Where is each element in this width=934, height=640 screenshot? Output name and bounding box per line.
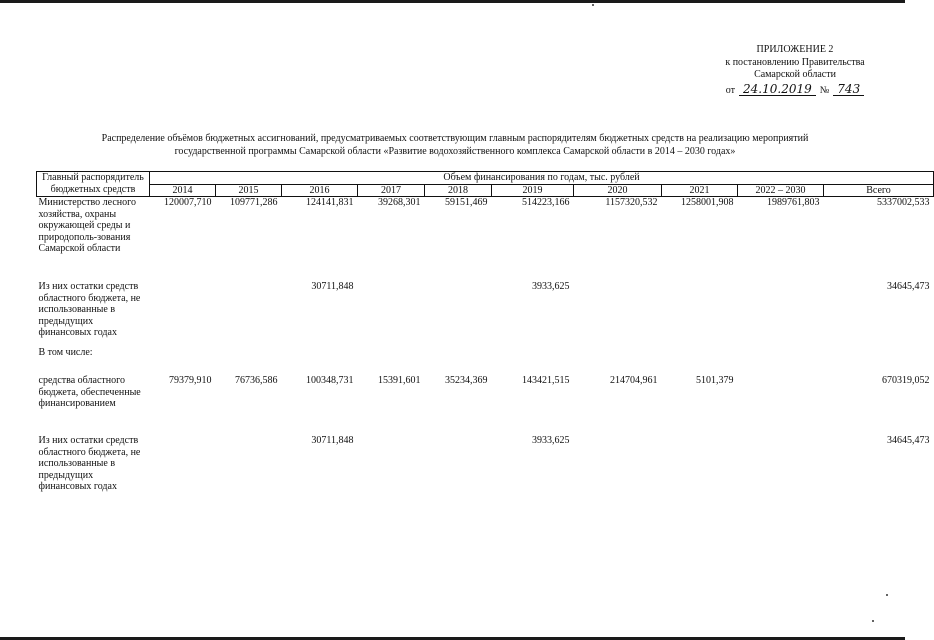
table-cell: 34645,473: [887, 281, 930, 292]
table-cell: 1989761,803: [767, 197, 820, 208]
table-row: [37, 375, 934, 435]
table-cell: [358, 281, 425, 347]
table-cell: 3933,625: [532, 435, 570, 446]
table-cell: 1258001,908: [681, 197, 734, 208]
row-label: Из них остатки средств областного бюджета, не использованные в предыдущих финансовых годах: [38, 435, 141, 492]
table-row: [37, 281, 934, 347]
appendix-line-2: Самарской области: [754, 69, 836, 80]
table-cell: [574, 281, 662, 347]
table-cell: 1157320,532: [605, 197, 658, 208]
handwritten-number: 743: [833, 83, 864, 96]
header-year: 2020: [574, 184, 662, 197]
table-cell: 670319,052: [882, 375, 930, 386]
table-cell: 120007,710: [164, 197, 212, 208]
table-cell: [216, 435, 282, 511]
table-cell: 109771,286: [230, 197, 278, 208]
header-year: 2018: [425, 184, 492, 197]
header-year: 2021: [662, 184, 738, 197]
header-year: 2022 – 2030: [738, 184, 824, 197]
appendix-title: ПРИЛОЖЕНИЕ 2: [756, 44, 834, 55]
document-title-line-2: государственной программы Самарской области «Развитие водохозяйственного комплекса Самарской области в 2014 – 2030 годах»: [174, 145, 736, 157]
financing-table: [36, 171, 934, 511]
scan-speck: [886, 594, 888, 596]
appendix-block: [690, 44, 900, 97]
table-cell: 15391,601: [378, 375, 421, 386]
table-cell: [216, 281, 282, 347]
table-cell: [738, 281, 824, 347]
header-financing: Объем финансирования по годам, тыс. рублей: [150, 172, 934, 185]
table-cell: 143421,515: [522, 375, 570, 386]
table-cell: 59151,469: [445, 197, 488, 208]
header-total: Всего: [824, 184, 934, 197]
scan-speck: [592, 4, 594, 6]
table-cell: [150, 435, 216, 511]
document-title-line-1: Распределение объёмов бюджетных ассигнований, предусматриваемых соответствующим главным распорядителям бюджетных средств на реализацию мероприятий: [101, 133, 809, 144]
table-cell: [358, 435, 425, 511]
table-cell: 39268,301: [378, 197, 421, 208]
header-year: 2014: [150, 184, 216, 197]
table-cell: [425, 281, 492, 347]
row-label: средства областного бюджета, обеспеченные финансированием: [38, 375, 141, 409]
table-cell: 214704,961: [610, 375, 658, 386]
table-cell: 34645,473: [887, 435, 930, 446]
table-cell: [150, 281, 216, 347]
table-cell: 514223,166: [522, 197, 570, 208]
table-cell: 30711,848: [311, 281, 354, 292]
row-label-including: В том числе:: [38, 347, 93, 358]
header-year: 2016: [282, 184, 358, 197]
table-cell: 100348,731: [306, 375, 354, 386]
table-cell: 76736,586: [235, 375, 278, 386]
table-row: [37, 197, 934, 282]
table-cell: [738, 375, 824, 435]
table-cell: 3933,625: [532, 281, 570, 292]
row-label: Из них остатки средств областного бюджета, не использованные в предыдущих финансовых годах: [38, 281, 141, 338]
table-cell: 5101,379: [696, 375, 734, 386]
handwritten-date: 24.10.2019: [739, 83, 816, 96]
table-cell: 79379,910: [169, 375, 212, 386]
table-cell: [662, 281, 738, 347]
header-year: 2017: [358, 184, 425, 197]
table-cell: 124141,831: [306, 197, 354, 208]
table-cell: [574, 435, 662, 511]
empty-cell: [216, 347, 934, 375]
date-prefix: от: [725, 84, 736, 96]
table-cell: 5337002,533: [877, 197, 930, 208]
table-cell: 35234,369: [445, 375, 488, 386]
scan-speck: [872, 620, 874, 622]
number-prefix: №: [819, 84, 830, 96]
table-cell: 30711,848: [311, 435, 354, 446]
document-title: [40, 133, 870, 158]
table-cell: [662, 435, 738, 511]
appendix-date-number: [690, 83, 900, 98]
header-row-2: [37, 184, 934, 197]
header-row-1: [37, 172, 934, 185]
header-year: 2015: [216, 184, 282, 197]
table-cell: [738, 435, 824, 511]
table-row: [37, 435, 934, 511]
row-label: Министерство лесного хозяйства, охраны окружающей среды и природополь-зования Самарской области: [38, 197, 136, 254]
header-year: 2019: [492, 184, 574, 197]
table-cell: [425, 435, 492, 511]
table-row: [37, 347, 934, 375]
top-border: [0, 0, 905, 3]
appendix-line-1: к постановлению Правительства: [725, 56, 865, 68]
header-distributor: Главный распорядитель бюджетных средств: [37, 172, 150, 197]
